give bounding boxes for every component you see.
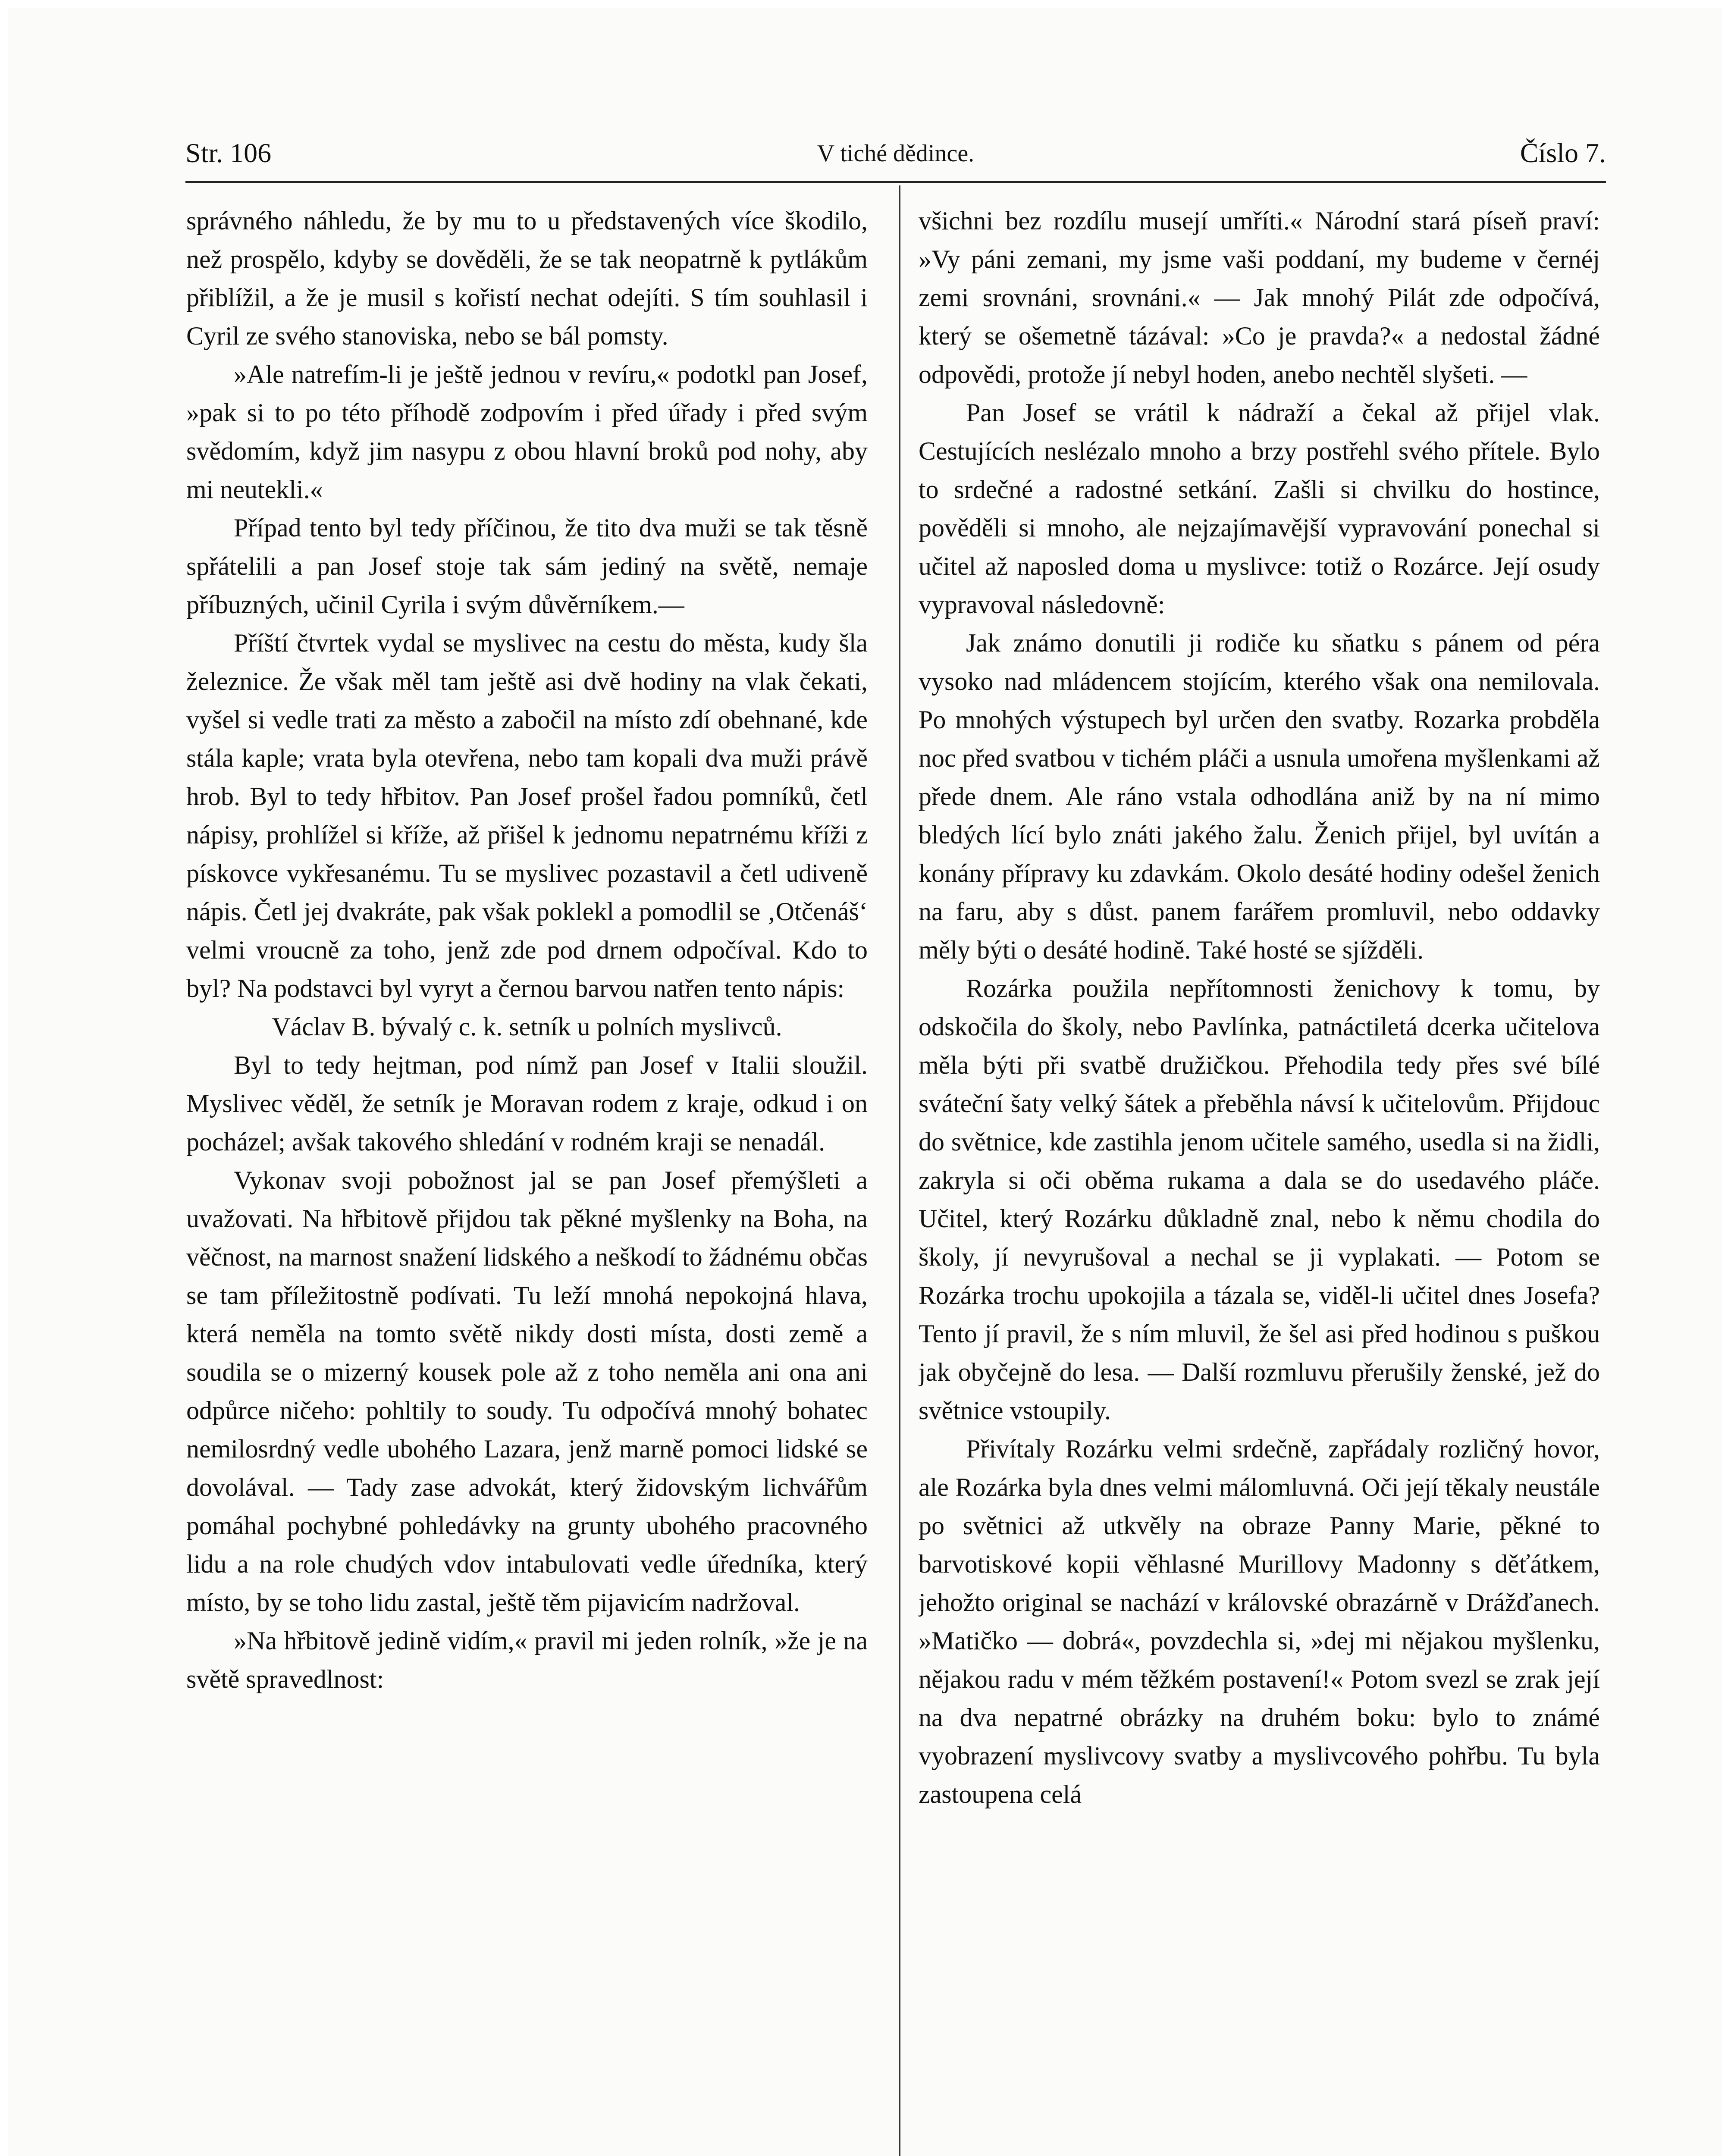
- paragraph: Byl to tedy hejtman, pod nímž pan Josef v Italii sloužil. Myslivec věděl, že setník je Moravan rodem z kraje, odkud i on pocházel; avšak takového shledání v rodném kraji se nenadál.: [186, 1051, 868, 1156]
- paragraph: »Ale natrefím-li je ještě jednou v revíru,« podotkl pan Josef, »pak si to po této příhodě zodpovím i před úřady i před svým svědomím, když jim nasypu z obou hlavní broků pod nohy, aby mi neutekli.«: [186, 360, 868, 504]
- right-column: [919, 202, 1600, 2156]
- paragraph: Jak známo donutili ji rodiče ku sňatku s pánem od péra vysoko nad mládencem stojícím, kterého však ona nemilovala. Po mnohých výstupech byl určen den svatby. Rozarka probděla noc před svatbou v tichém pláči a usnula umořena myšlenkami až přede dnem. Ale ráno vstala odhodlána aniž by na ní mimo bledých lící bylo znáti jakého žalu. Ženich přijel, byl uvítán a konány přípravy ku zdavkám. Okolo desáté hodiny odešel ženich na faru, aby s důst. panem farářem promluvil, nebo oddavky měly býti o desáté hodině. Také hosté se sjížděli.: [919, 629, 1600, 964]
- paragraph: Případ tento byl tedy příčinou, že tito dva muži se tak těsně spřátelili a pan Josef stoje tak sám jediný na světě, nemaje příbuzných, učinil Cyrila i svým důvěrníkem.—: [186, 514, 868, 619]
- paragraph: Vykonav svoji pobožnost jal se pan Josef přemýšleti a uvažovati. Na hřbitově přijdou tak pěkné myšlenky na Boha, na věčnost, na marnost snažení lidského a neškodí to žádnému občas se tam příležitostně podívati. Tu leží mnohá nepokojná hlava, která neměla na tomto světě nikdy dosti místa, dosti země a soudila se o mizerný kousek pole až z toho neměla ani ona ani odpůrce ničeho: pohltily to soudy. Tu odpočívá mnohý bohatec nemilosrdný vedle ubohého Lazara, jenž marně pomoci lidské se dovolával. — Tady zase advokát, který židovským lichvářům pomáhal pochybné pohledávky na grunty ubohého pracovného lidu a na role chudých vdov intabulovati vedle úředníka, který místo, by se toho lidu zastal, ještě těm pijavicím nadržoval.: [186, 1166, 868, 1617]
- running-title: V tiché dědince.: [817, 140, 975, 167]
- paragraph: Příští čtvrtek vydal se myslivec na cestu do města, kudy šla železnice. Že však měl tam ještě asi dvě hodiny na vlak čekati, vyšel si vedle trati za město a zabočil na místo zdí obehnané, kde stála kaple; vrata byla otevřena, nebo tam kopali dva muži právě hrob. Byl to tedy hřbitov. Pan Josef prošel řadou pomníků, četl nápisy, prohlížel si kříže, až přišel k jednomu nepatrnému kříži z pískovce vykřesanému. Tu se myslivec pozastavil a četl udiveně nápis. Četl jej dvakráte, pak však poklekl a pomodlil se ‚Otčenáš‘ velmi vroucně za toho, jenž zde pod drnem odpočíval. Kdo to byl? Na podstavci byl vyryt a černou barvou natřen tento nápis:: [186, 629, 868, 1003]
- paragraph: Rozárka použila nepřítomnosti ženichovy k tomu, by odskočila do školy, nebo Pavlínka, patnáctiletá dcerka učitelova měla býti při svatbě družičkou. Přehodila tedy přes své bílé sváteční šaty velký šátek a přeběhla návsí k učitelovům. Přijdouc do světnice, kde zastihla jenom učitele samého, usedla si na židli, zakryla si oči oběma rukama a dala se do usedavého pláče. Učitel, který Rozárku důkladně znal, nebo k němu chodila do školy, jí nevyrušoval a nechal se ji vyplakati. — Potom se Rozárka trochu upokojila a tázala se, viděl-li učitel dnes Josefa? Tento jí pravil, že s ním mluvil, že šel asi před hodinou s puškou jak obyčejně do lesa. — Další rozmluvu přerušily ženské, jež do světnice vstoupily.: [919, 974, 1600, 1425]
- left-column: [186, 202, 868, 2156]
- paragraph: všichni bez rozdílu musejí umříti.« Národní stará píseň praví: »Vy páni zemani, my jsme vaši poddaní, my budeme v černéj zemi srovnáni, srovnáni.« — Jak mnohý Pilát zde odpočívá, který se ošemetně tázával: »Co je pravda?« a nedostal žádné odpovědi, protože jí nebyl hoden, anebo nechtěl slyšeti. —: [919, 207, 1600, 389]
- header-rule: [185, 181, 1606, 183]
- page-number: Str. 106: [185, 138, 272, 168]
- column-divider: [899, 185, 900, 2156]
- paragraph: správného náhledu, že by mu to u představených více škodilo, než prospělo, kdyby se dověděli, že se tak neopatrně k pytlákům přiblížil, a že je musil s kořistí nechat odejíti. S tím souhlasil i Cyril ze svého stanoviska, nebo se bál pomsty.: [186, 207, 868, 350]
- paragraph: Přivítaly Rozárku velmi srdečně, zapřádaly rozličný hovor, ale Rozárka byla dnes velmi málomluvná. Oči její těkaly neustále po světnici až utkvěly na obraze Panny Marie, pěkné to barvotiskové kopii věhlasné Murillovy Madonny s děťátkem, jehožto original se nachází v královské obrazárně v Drážďanech. »Matičko — dobrá«, povzdechla si, »dej mi nějakou myšlenku, nějakou radu v mém těžkém postavení!« Potom svezl se zrak její na dva nepatrné obrázky na druhém boku: bylo to známé vyobrazení myslivcovy svatby a myslivcového pohřbu. Tu byla zastoupena celá: [919, 1435, 1600, 1808]
- epitaph: Václav B. bývalý c. k. setník u polních myslivců.: [272, 1012, 782, 1041]
- issue-number: Číslo 7.: [1520, 138, 1606, 168]
- paragraph: Pan Josef se vrátil k nádraží a čekal až přijel vlak. Cestujících neslézalo mnoho a brzy postřehl svého přítele. Bylo to srdečné a radostné setkání. Zašli si chvilku do hostince, pověděli si mnoho, ale nejzajímavější vypravování ponechal si učitel až naposled doma u myslivce: totiž o Rozárce. Její osudy vypravoval následovně:: [919, 398, 1600, 619]
- paragraph: »Na hřbitově jedině vidím,« pravil mi jeden rolník, »že je na světě spravedlnost:: [186, 1626, 868, 1693]
- running-header: [185, 137, 1606, 176]
